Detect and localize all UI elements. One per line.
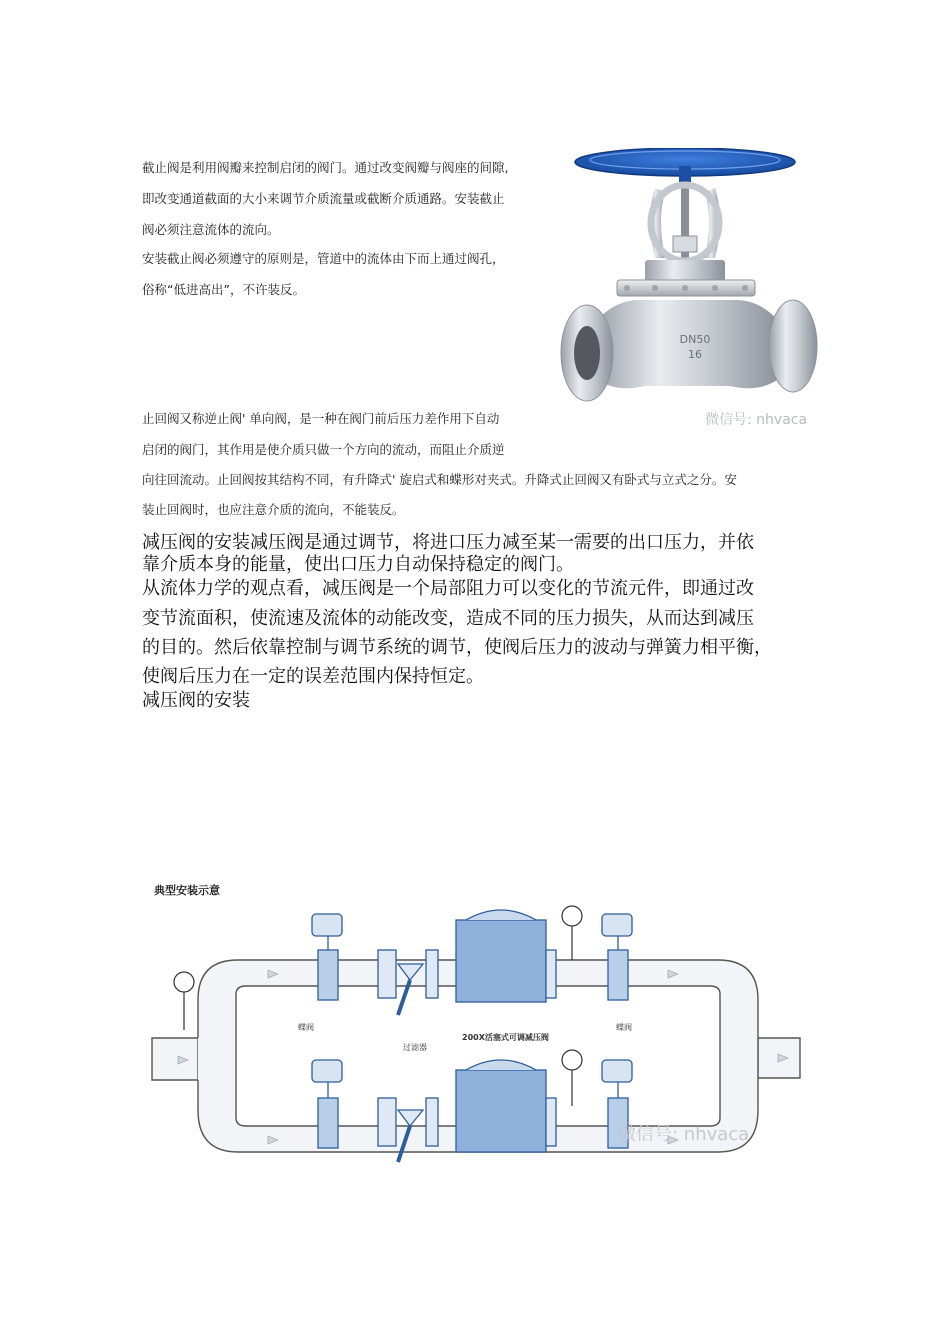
valve-marking-pn: 16: [688, 348, 702, 361]
prv-installation-heading: 减压阀的安装: [142, 690, 250, 711]
globe-valve-text-line: 阀必须注意流体的流向。: [142, 222, 280, 237]
globe-valve-text-line: 俗称“低进高出”，不许装反。: [142, 282, 305, 297]
check-valve-text-line: 装止回阀时，也应注意介质的流向，不能装反。: [142, 502, 405, 517]
prv-text-line: 靠介质本身的能量，使出口压力自动保持稳定的阀门。: [142, 554, 574, 575]
prv-text-line: 减压阀的安装减压阀是通过调节，将进口压力减至某一需要的出口压力，并依: [142, 532, 754, 553]
globe-valve-text-line: 即改变通道截面的大小来调节介质流量或截断介质通路。安装截止: [142, 191, 505, 206]
label-prv: 200X活塞式可调减压阀: [462, 1033, 549, 1042]
globe-valve-text-line: 安装截止阀必须遵守的原则是，管道中的流体由下而上通过阀孔，: [142, 251, 505, 266]
check-valve-text-line: 止回阀又称逆止阀' 单向阀，是一种在阀门前后压力差作用下自动: [142, 411, 500, 426]
globe-valve-photo: [555, 148, 835, 438]
prv-text-line: 使阀后压力在一定的误差范围内保持恒定。: [142, 666, 484, 687]
label-butterfly-right: 蝶阀: [616, 1023, 632, 1032]
label-filter: 过滤器: [403, 1043, 427, 1052]
prv-text-line: 的目的。然后依靠控制与调节系统的调节，使阀后压力的波动与弹簧力相平衡，: [142, 637, 772, 658]
globe-valve-text-line: 截止阀是利用阀瓣来控制启闭的阀门。通过改变阀瓣与阀座的间隙,: [142, 160, 509, 175]
valve-marking-dn: DN50: [679, 333, 711, 346]
photo-watermark: 微信号: nhvaca: [705, 412, 808, 428]
prv-text-line: 从流体力学的观点看，减压阀是一个局部阻力可以变化的节流元件，即通过改: [142, 578, 754, 599]
diagram-watermark: 微信号: nhvaca: [618, 1124, 750, 1145]
prv-text-line: 变节流面积，使流速及流体的动能改变，造成不同的压力损失，从而达到减压: [142, 608, 754, 629]
check-valve-text-line: 向往回流动。止回阀按其结构不同，有升降式' 旋启式和蝶形对夹式。升降式止回阀又有卧式与立式之分。安: [142, 472, 737, 487]
prv-installation-diagram: [148, 880, 808, 1180]
check-valve-text-line: 启闭的阀门，其作用是使介质只做一个方向的流动，而阻止介质逆: [142, 442, 505, 457]
label-butterfly-left: 蝶阀: [298, 1023, 314, 1032]
diagram-caption: 典型安装示意: [154, 884, 220, 897]
